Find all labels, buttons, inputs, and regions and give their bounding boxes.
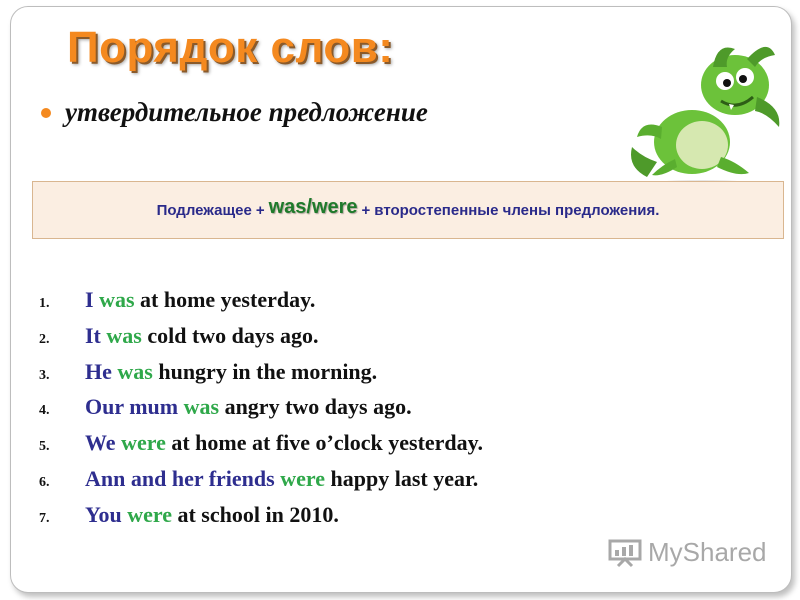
item-subject: We [85, 430, 116, 456]
list-item [39, 323, 483, 359]
item-rest: happy last year. [330, 465, 479, 491]
item-subject: I [85, 287, 94, 312]
item-number: 4. [39, 403, 50, 419]
item-rest: angry two days ago. [224, 394, 412, 420]
item-number: 2. [39, 331, 50, 347]
dragon-mascot-icon [617, 27, 787, 192]
item-verb: was [183, 394, 220, 420]
list-item [39, 466, 483, 502]
item-rest: at home yesterday. [140, 287, 316, 312]
item-verb: was [106, 322, 142, 348]
watermark [608, 537, 767, 568]
item-verb: were [280, 465, 325, 491]
item-verb: was [117, 358, 153, 384]
formula-box [32, 181, 784, 239]
list-item [39, 359, 483, 395]
item-subject: You [85, 501, 122, 527]
presentation-icon [608, 538, 642, 568]
item-number: 6. [39, 474, 50, 490]
item-subject: He [85, 358, 112, 384]
watermark-text: MyShared [648, 537, 767, 567]
list-item [39, 430, 483, 466]
item-rest: cold two days ago. [147, 322, 319, 348]
list-item [39, 287, 483, 323]
bullet-item [41, 97, 428, 128]
list-item [39, 502, 483, 538]
bullet-text: утвердительное предложение [65, 97, 428, 127]
formula-plus-2: + [361, 201, 371, 219]
slide [10, 6, 792, 593]
list-item [39, 394, 483, 430]
formula-subject: Подлежащее [156, 201, 252, 219]
item-verb: was [99, 287, 135, 312]
examples-list [39, 287, 483, 538]
formula-rest: второстепенные члены предложения. [374, 201, 660, 219]
item-subject: Our mum [85, 394, 179, 420]
item-number: 1. [39, 296, 50, 311]
item-rest: at home at five o’clock yesterday. [171, 430, 483, 456]
item-verb: were [121, 430, 166, 456]
item-number: 7. [39, 510, 50, 526]
item-number: 5. [39, 439, 50, 455]
bullet-dot-icon [41, 108, 51, 118]
item-number: 3. [39, 367, 50, 383]
page-title: Порядок слов: [67, 23, 394, 72]
item-verb: were [127, 501, 172, 527]
formula-plus-1: + [255, 201, 265, 219]
formula-verb: was/were [268, 195, 358, 218]
item-subject: It [85, 322, 101, 348]
item-subject: Ann and her friends [85, 465, 275, 491]
item-rest: hungry in the morning. [158, 358, 378, 384]
item-rest: at school in 2010. [177, 501, 339, 527]
